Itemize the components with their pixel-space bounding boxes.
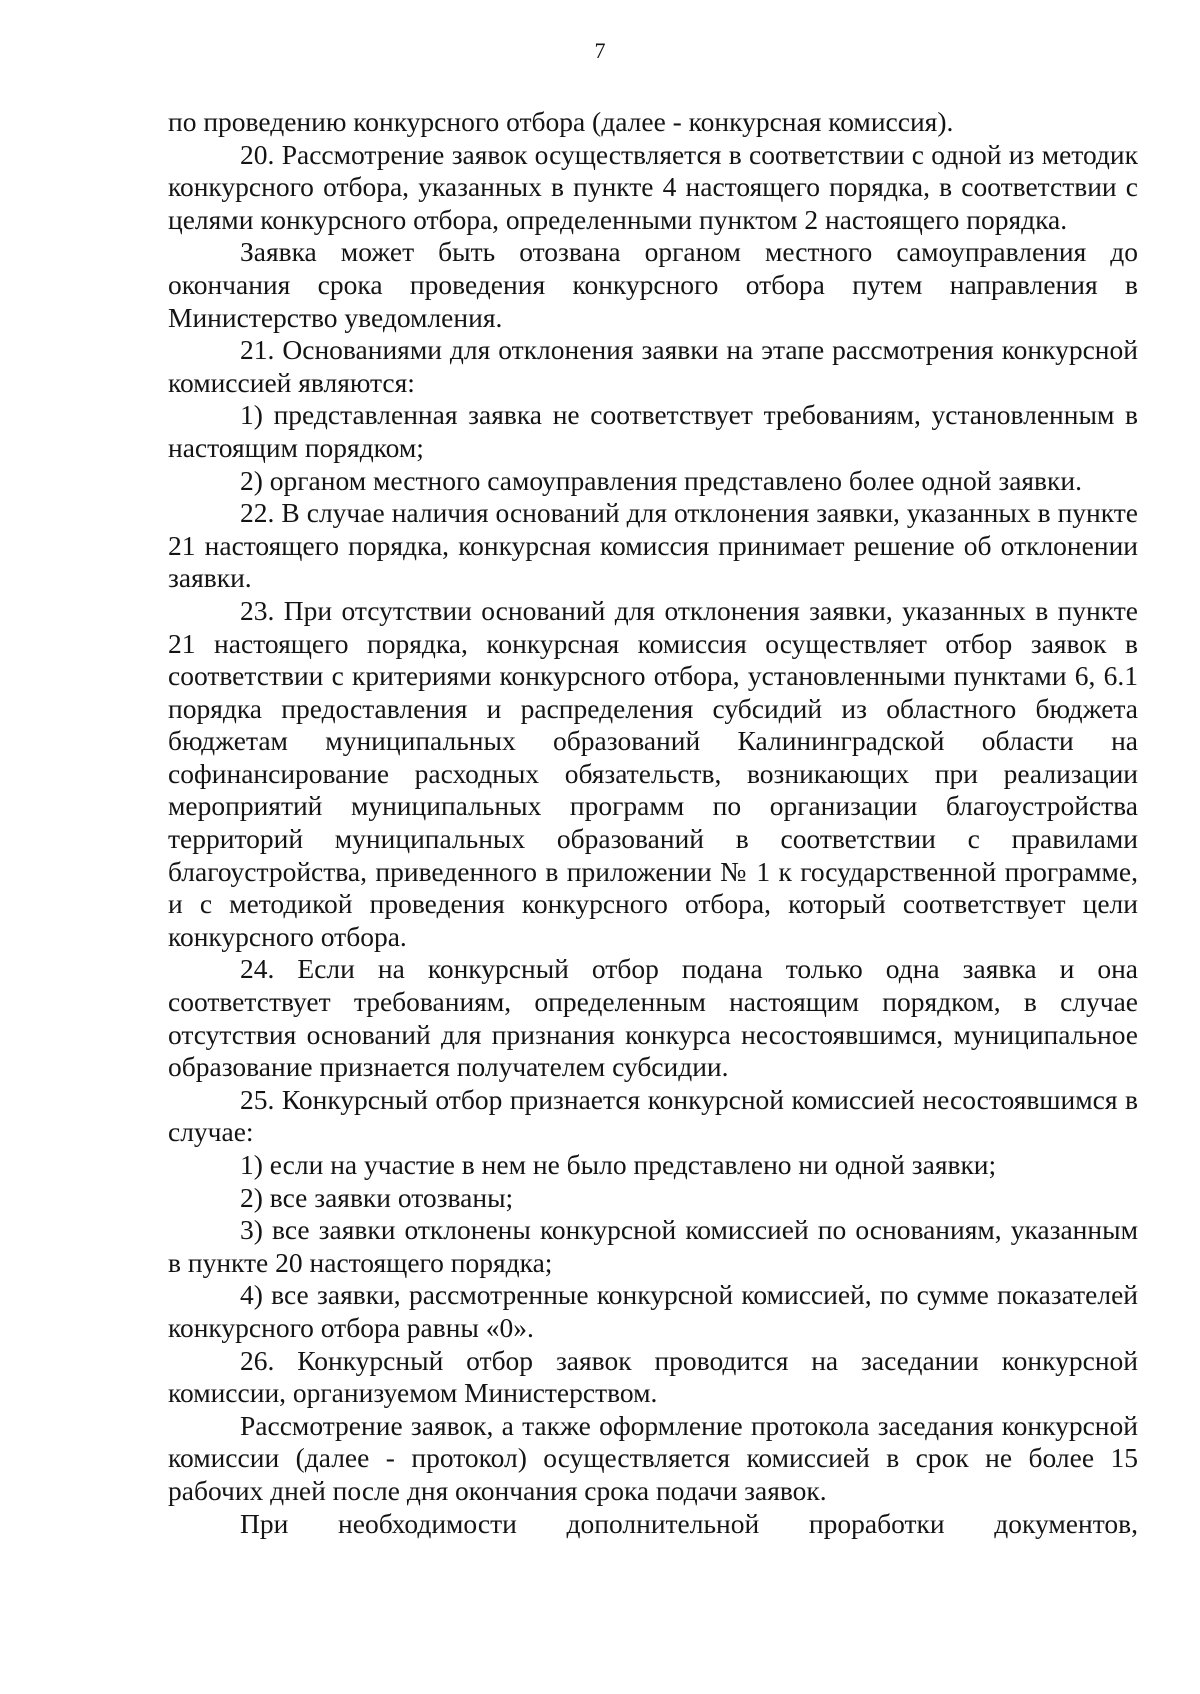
paragraph-item-25-3: 3) все заявки отклонены конкурсной комиссией по основаниям, указанным в пункте 20 настоящего порядка; [168, 1214, 1138, 1278]
paragraph-review-term: Рассмотрение заявок, а также оформление протокола заседания конкурсной комиссии (далее - протокол) осуществляется комиссией в срок не более 15 рабочих дней после дня окончания срока подачи заявок. [168, 1409, 1138, 1506]
paragraph-item-21: 21. Основаниями для отклонения заявки на этапе рассмотрения конкурсной комиссией являются: [168, 334, 1138, 398]
paragraph-item-21-1: 1) представленная заявка не соответствует требованиям, установленным в настоящим порядком; [168, 399, 1138, 463]
paragraph-item-22: 22. В случае наличия оснований для отклонения заявки, указанных в пункте 21 настоящего порядка, конкурсная комиссия принимает решение об отклонении заявки. [168, 497, 1138, 594]
paragraph-item-25-4: 4) все заявки, рассмотренные конкурсной комиссией, по сумме показателей конкурсного отбора равны «0». [168, 1279, 1138, 1343]
paragraph-item-25-2: 2) все заявки отозваны; [240, 1181, 514, 1213]
page-number: 7 [594, 38, 606, 63]
paragraph-additional-review: При необходимости дополнительной проработки документов, [240, 1507, 1138, 1539]
paragraph-continuation: по проведению конкурсного отбора (далее - конкурсная комиссия). [168, 106, 954, 137]
paragraph-item-20: 20. Рассмотрение заявок осуществляется в соответствии с одной из методик конкурсного отбора, указанных в пункте 4 настоящего порядка, в соответствии с целями конкурсного отбора, определенными пунктом 2 настоящего порядка. [168, 138, 1138, 235]
paragraph-item-23: 23. При отсутствии оснований для отклонения заявки, указанных в пункте 21 настоящего порядка, конкурсная комиссия осуществляет отбор заявок в соответствии с критериями конкурсного отбора, установленными пунктами 6, 6.1 порядка предоставления и распределения субсидий из областного бюджета бюджетам муниципальных образований Калининградской области на софинансирование расходных обязательств, возникающих при реализации мероприятий муниципальных программ по организации благоустройства территорий муниципальных образований в соответствии с правилами благоустройства, приведенного в приложении № 1 к государственной программе, и с методикой проведения конкурсного отбора, который соответствует цели конкурсного отбора. [168, 594, 1138, 952]
paragraph-item-25-1: 1) если на участие в нем не было представлено ни одной заявки; [240, 1149, 997, 1180]
paragraph-withdrawal: Заявка может быть отозвана органом местного самоуправления до окончания срока проведения конкурсного отбора путем направления в Министерство уведомления. [168, 236, 1138, 333]
paragraph-item-25: 25. Конкурсный отбор признается конкурсной комиссией несостоявшимся в случае: [168, 1083, 1138, 1148]
paragraph-item-24: 24. Если на конкурсный отбор подана только одна заявка и она соответствует требованиям, определенным настоящим порядком, в случае отсутствия оснований для признания конкурса несостоявшимся, муниципальное образование признается получателем субсидии. [168, 953, 1138, 1083]
paragraph-item-21-2: 2) органом местного самоуправления представлено более одной заявки. [240, 464, 1082, 496]
document-body [168, 106, 1138, 1540]
paragraph-item-26: 26. Конкурсный отбор заявок проводится на заседании конкурсной комиссии, организуемом Министерством. [168, 1344, 1138, 1409]
